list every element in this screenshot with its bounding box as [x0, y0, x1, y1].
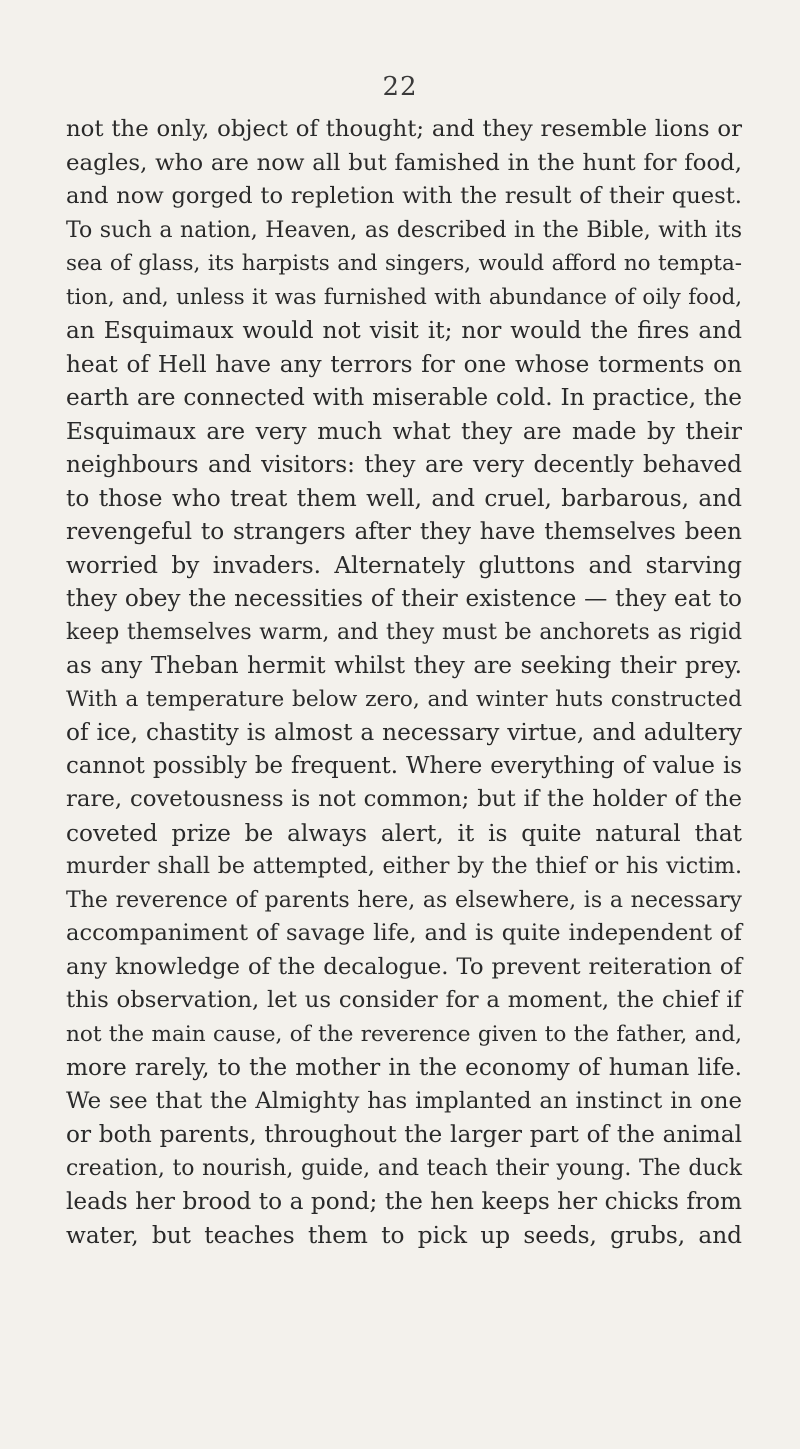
text-line: more rarely, to the mother in the economy of human life.: [66, 1054, 742, 1081]
text-line: not the main cause, of the reverence given to the father, and,: [66, 1021, 742, 1047]
text-line: With a temperature below zero, and winter huts constructed: [66, 686, 742, 712]
text-line: neighbours and visitors: they are very decently behaved: [66, 451, 742, 478]
text-line: leads her brood to a pond; the hen keeps her chicks from: [66, 1188, 742, 1215]
text-line: To such a nation, Heaven, as described in the Bible, with its: [66, 217, 742, 243]
text-line: to those who treat them well, and cruel, barbarous, and: [66, 484, 742, 512]
text-line: rare, covetousness is not common; but if the holder of the: [66, 786, 742, 812]
text-line: not the only, object of thought; and they resemble lions or: [66, 116, 742, 142]
text-line: sea of glass, its harpists and singers, would afford no tempta-: [66, 251, 742, 276]
text-line: coveted prize be always alert, it is quite natural that: [66, 819, 742, 847]
text-line: cannot possibly be frequent. Where everything of value is: [66, 752, 742, 779]
text-line: as any Theban hermit whilst they are seeking their prey.: [66, 652, 742, 679]
text-line: murder shall be attempted, either by the thief or his victim.: [66, 853, 742, 879]
text-line: any knowledge of the decalogue. To prevent reiteration of: [66, 953, 742, 980]
text-line: Esquimaux are very much what they are made by their: [66, 417, 742, 445]
text-line: keep themselves warm, and they must be anchorets as rigid: [66, 619, 742, 645]
text-line: water, but teaches them to pick up seeds, grubs, and: [66, 1221, 742, 1249]
text-line: worried by invaders. Alternately gluttons and starving: [66, 551, 742, 579]
text-line: and now gorged to repletion with the result of their quest.: [66, 183, 742, 209]
text-line: or both parents, throughout the larger part of the animal: [66, 1121, 742, 1148]
text-line: revengeful to strangers after they have themselves been: [66, 518, 742, 545]
text-line: this observation, let us consider for a moment, the chief if: [66, 987, 742, 1013]
text-line: accompaniment of savage life, and is quite independent of: [66, 920, 742, 946]
text-line: of ice, chastity is almost a necessary virtue, and adultery: [66, 719, 742, 746]
text-line: We see that the Almighty has implanted an instinct in one: [66, 1087, 742, 1114]
text-line: creation, to nourish, guide, and teach their young. The duck: [66, 1155, 742, 1181]
text-line: The reverence of parents here, as elsewhere, is a necessary: [66, 887, 742, 913]
text-line: they obey the necessities of their existence — they eat to: [66, 585, 742, 612]
text-line: eagles, who are now all but famished in the hunt for food,: [66, 149, 742, 176]
text-line: heat of Hell have any terrors for one whose torments on: [66, 350, 742, 378]
page-number: 22: [382, 72, 418, 102]
text-line: tion, and, unless it was furnished with abundance of oily food,: [66, 284, 742, 310]
text-line: an Esquimaux would not visit it; nor would the fires and: [66, 317, 742, 344]
text-line: earth are connected with miserable cold. In practice, the: [66, 384, 742, 411]
body-paragraph: [66, 113, 742, 1252]
